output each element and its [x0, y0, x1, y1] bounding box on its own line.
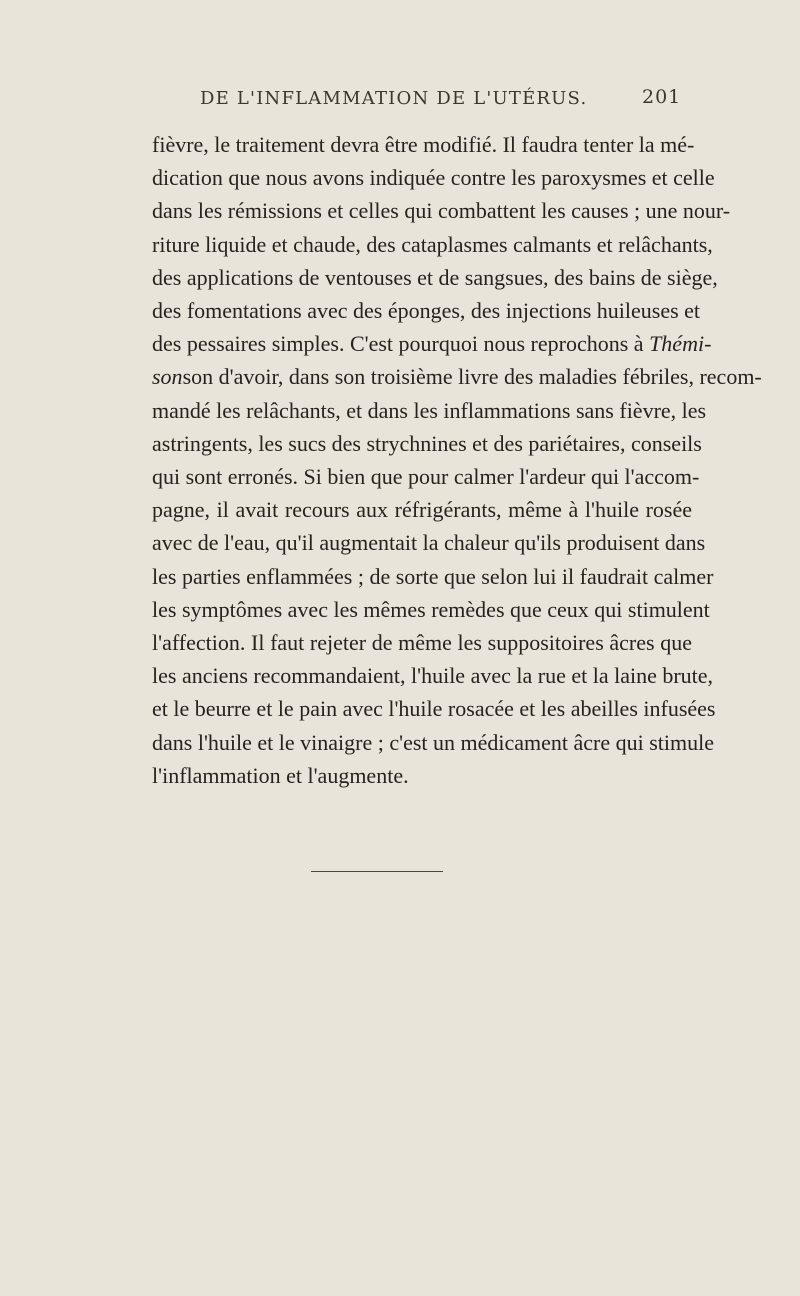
- text-line: les anciens recommandaient, l'huile avec la rue et la laine brute,: [152, 663, 714, 689]
- text-line: pagne, il avait recours aux réfrigérants, même à l'huile rosée: [152, 497, 692, 523]
- text-line: riture liquide et chaude, des cataplasmes calmants et relâchants,: [152, 231, 713, 257]
- italic-author-name-continued: son: [152, 364, 183, 390]
- text-line-segment: son d'avoir, dans son troisième livre des maladies fébriles, recom-: [182, 364, 762, 390]
- text-line: l'inflammation et l'augmente.: [152, 762, 409, 788]
- text-line: des applications de ventouses et de sangsues, des bains de siège,: [152, 264, 718, 290]
- text-line: astringents, les sucs des strychnines et des pariétaires, conseils: [152, 430, 702, 456]
- text-line: qui sont erronés. Si bien que pour calmer l'ardeur qui l'accom-: [152, 464, 700, 490]
- text-line: les parties enflammées ; de sorte que selon lui il faudrait calmer: [152, 563, 714, 589]
- text-line: [152, 327, 712, 360]
- text-line: mandé les relâchants, et dans les inflammations sans fièvre, les: [152, 397, 707, 423]
- text-line: dication que nous avons indiquée contre les paroxysmes et celle: [152, 165, 715, 191]
- text-line: dans les rémissions et celles qui combattent les causes ; une nour-: [152, 198, 731, 224]
- body-text: [152, 128, 762, 792]
- page-number: 201: [642, 86, 682, 108]
- text-line: dans l'huile et le vinaigre ; c'est un médicament âcre qui stimule: [152, 729, 715, 755]
- section-divider: [311, 871, 443, 872]
- text-line: [152, 360, 762, 393]
- text-line: et le beurre et le pain avec l'huile rosacée et les abeilles infusées: [152, 696, 716, 722]
- italic-author-name: Thémi-: [649, 331, 712, 357]
- text-line: l'affection. Il faut rejeter de même les suppositoires âcres que: [152, 630, 692, 656]
- text-line: avec de l'eau, qu'il augmentait la chaleur qu'ils produisent dans: [152, 530, 706, 556]
- text-line-segment: des pessaires simples. C'est pourquoi nous reprochons à: [152, 331, 644, 357]
- text-line: fièvre, le traitement devra être modifié. Il faudra tenter la mé-: [152, 132, 695, 157]
- text-line: les symptômes avec les mêmes remèdes que ceux qui stimulent: [152, 596, 710, 622]
- running-head: DE L'INFLAMMATION DE L'UTÉRUS.: [200, 88, 588, 109]
- text-line: des fomentations avec des éponges, des injections huileuses et: [152, 298, 701, 324]
